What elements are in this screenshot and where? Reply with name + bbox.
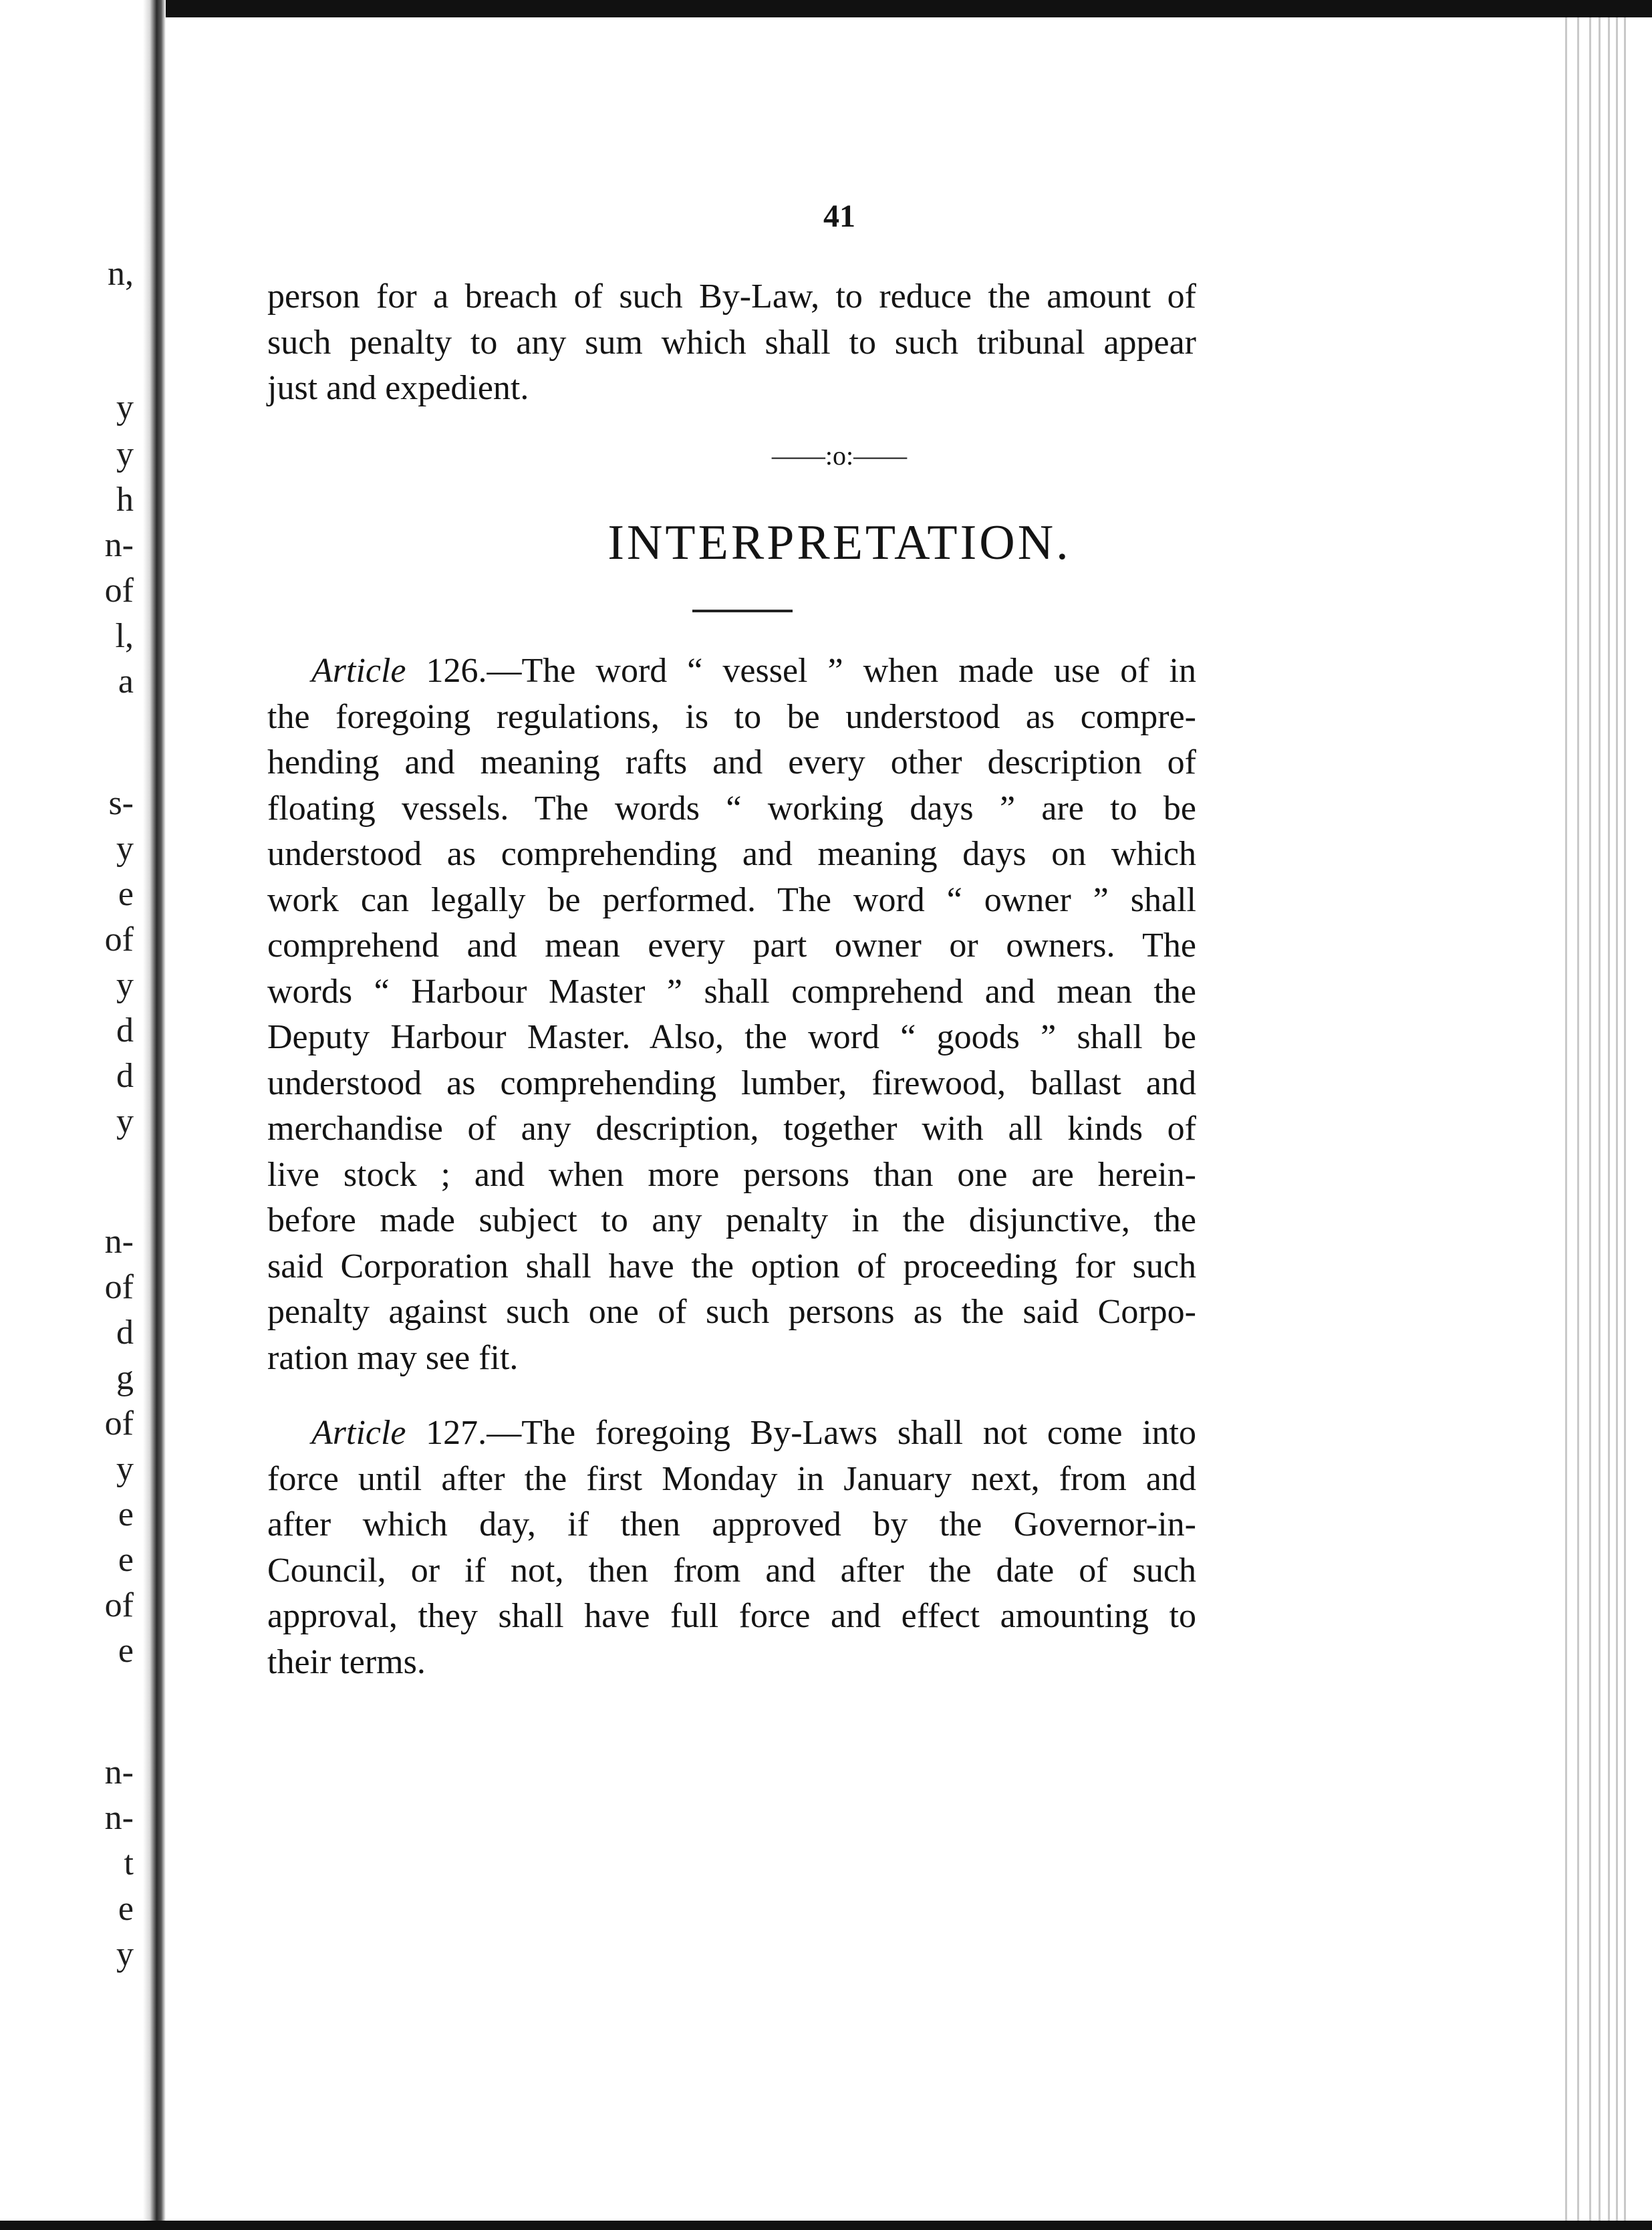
prev-fragment: of xyxy=(104,920,134,959)
prev-fragment: of xyxy=(104,572,134,610)
section-title: INTERPRETATION. xyxy=(607,515,1071,570)
text-line: the foregoing regulations, is to be understood as compre- xyxy=(267,697,1196,736)
heading-rule xyxy=(692,610,793,612)
prev-fragment: of xyxy=(104,1268,134,1306)
prev-fragment: y xyxy=(116,966,134,1004)
prev-fragment: of xyxy=(104,1586,134,1624)
text-line: live stock ; and when more persons than one are herein- xyxy=(267,1155,1196,1194)
text-line: Council, or if not, then from and after the date of such xyxy=(267,1551,1196,1590)
text-line: floating vessels. The words “ working days ” are to be xyxy=(267,789,1196,828)
text-line: their terms. xyxy=(267,1642,426,1681)
prev-fragment: n- xyxy=(104,1799,134,1837)
text-line: comprehend and mean every part owner or owners. The xyxy=(267,926,1196,965)
text-line: such penalty to any sum which shall to such tribunal appear xyxy=(267,323,1196,362)
article-label: Article xyxy=(311,1414,406,1452)
page-stack-edges xyxy=(1552,17,1652,2230)
previous-page-fragments xyxy=(0,0,143,2230)
prev-fragment: n- xyxy=(104,1223,134,1261)
prev-fragment: n- xyxy=(104,526,134,564)
article-127 xyxy=(267,1410,1196,1685)
text-line: before made subject to any penalty in the disjunctive, the xyxy=(267,1201,1196,1239)
page-number: 41 xyxy=(823,199,855,234)
prev-fragment: s- xyxy=(108,784,134,822)
article-first-line xyxy=(267,648,1196,695)
text-line: force until after the first Monday in January next, from and xyxy=(267,1459,1196,1498)
article-first-line-text: —The foregoing By-Laws shall not come into xyxy=(487,1414,1197,1452)
text-line: understood as comprehending and meaning days on which xyxy=(267,835,1196,873)
prev-fragment: h xyxy=(116,481,134,519)
prev-fragment: of xyxy=(104,1404,134,1443)
prev-fragment: e xyxy=(118,1541,134,1579)
prev-fragment: n- xyxy=(104,1753,134,1791)
text-line: approval, they shall have full force and effect amounting to xyxy=(267,1597,1196,1635)
book-gutter xyxy=(143,0,166,2230)
text-line: work can legally be performed. The word “ owner ” shall xyxy=(267,880,1196,919)
prev-fragment: d xyxy=(116,1057,134,1095)
prev-fragment: y xyxy=(116,1102,134,1140)
article-126 xyxy=(267,648,1196,1381)
carryover-paragraph xyxy=(267,274,1196,412)
text-line: just and expedient. xyxy=(267,369,529,407)
prev-fragment: e xyxy=(118,875,134,913)
prev-fragment: e xyxy=(118,1890,134,1928)
text-line: after which day, if then approved by the Governor-in- xyxy=(267,1505,1196,1543)
text-line: hending and meaning rafts and every other description of xyxy=(267,743,1196,781)
prev-fragment: l, xyxy=(115,617,134,655)
prev-fragment: n, xyxy=(108,255,134,293)
text-line: words “ Harbour Master ” shall comprehend and mean the xyxy=(267,972,1196,1011)
article-first-line-text: —The word “ vessel ” when made use of in xyxy=(487,652,1197,690)
text-line: person for a breach of such By-Law, to reduce the amount of xyxy=(267,277,1196,316)
prev-fragment: t xyxy=(124,1844,134,1882)
article-label: Article xyxy=(311,652,406,690)
prev-fragment: y xyxy=(116,1935,134,1973)
prev-fragment: e xyxy=(118,1632,134,1670)
text-line: ration may see fit. xyxy=(267,1338,519,1377)
prev-fragment: y xyxy=(116,435,134,473)
prev-fragment: e xyxy=(118,1495,134,1533)
text-line: Deputy Harbour Master. Also, the word “ goods ” shall be xyxy=(267,1018,1196,1056)
text-line: understood as comprehending lumber, firewood, ballast and xyxy=(267,1064,1196,1102)
text-line: said Corporation shall have the option of proceeding for such xyxy=(267,1247,1196,1285)
prev-fragment: d xyxy=(116,1011,134,1049)
scan-bottom-border xyxy=(0,2221,1652,2230)
article-number: 127. xyxy=(406,1414,487,1452)
prev-fragment: a xyxy=(118,662,134,701)
prev-fragment: d xyxy=(116,1314,134,1352)
article-first-line xyxy=(267,1410,1196,1457)
ornamental-divider: ——:o:—— xyxy=(771,441,908,471)
scan-top-border xyxy=(0,0,1652,17)
article-number: 126. xyxy=(406,652,487,690)
prev-fragment: g xyxy=(116,1359,134,1397)
prev-fragment: y xyxy=(116,830,134,868)
text-line: merchandise of any description, together with all kinds of xyxy=(267,1110,1196,1148)
prev-fragment: y xyxy=(116,388,134,426)
prev-fragment: y xyxy=(116,1450,134,1488)
text-line: penalty against such one of such persons as the said Corpo- xyxy=(267,1293,1196,1331)
